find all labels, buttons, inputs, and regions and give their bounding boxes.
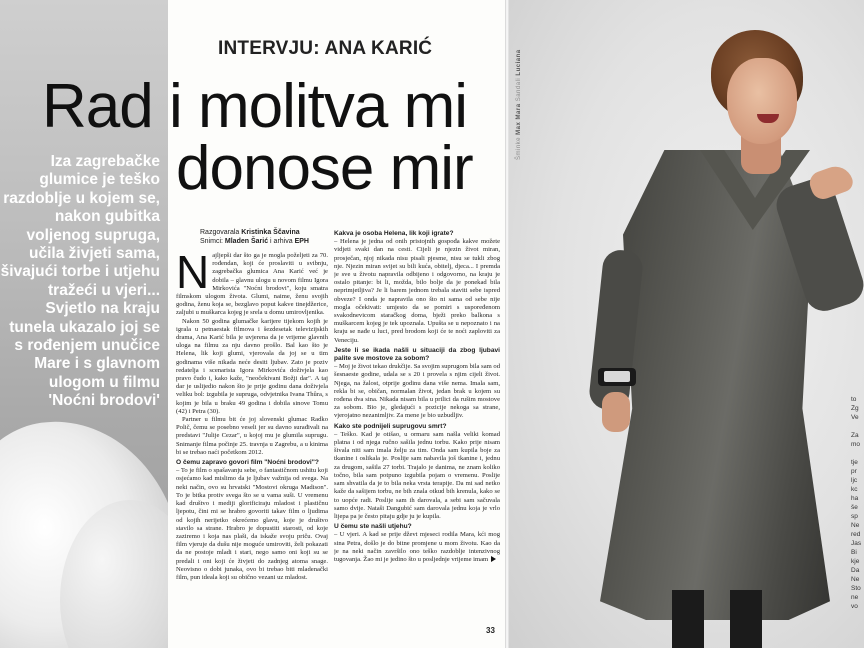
next-page-line: vo	[851, 603, 858, 610]
next-page-line: Jas	[851, 540, 862, 547]
paragraph: – Teško. Kad je otišao, u ormaru sam našla veliki komad platna i od njega ručno sašila jednu torbu. Kako prije nisam šivala niti sam imala želju za tim. Onda sam kupila boje za tkanine i oslikala je. Poslije sam nabavila još tkanine i, jednu za drugom, sašila 27 torbi. Trajalo je danima, ne znam koliko točno, bila sam potpuno izgubila pojam o vremenu. Poslije sam shvatila da je to bila neka vrsta terapije. Da mi sad netko kaže da sašijem torbu, ne bih znala otkud bih krenula, kako se to uopće radi. Poslije sam ih darovala, a sebi sam sačuvala samo dvije. Nataši Dangubić sam darovala jednu koja je vrlo lijepa pa je često pitaju gdje ju je kupila.	[334, 430, 500, 520]
page-number: 33	[486, 626, 495, 635]
standfirst: Iza zagrebačke glumice je teško razdoblje u kojem se, nakon gubitka voljenog supruga, učila živjeti sama, šivajući torbe i utjehu tražeći u vjeri... Svjetlo na kraju tunela ukazalo joj se s rođenjem unučice Mare i s glavnom ulogom u filmu 'Noćni brodovi'	[0, 153, 160, 410]
next-page-line: ne	[851, 594, 859, 601]
rubric: INTERVJU: ANA KARIĆ	[218, 38, 433, 59]
paragraph: ajljepši dar što ga je mogla poželjeti za 70. rođendan, koji će proslaviti u svibnju, zagrebačka glumica Ana Karić već je dobila – glavnu ulogu u novom filmu Igora Mirkovića "Noćni brodovi", koju smatra filmskom ulogom života. Glumi, naime, ženu svojih godina, ženu koja se, bezglavo poput kakve tinejdžerice, zaljubi u muškarca kojeg je srela u domu umirovljenika.	[176, 252, 328, 317]
interview-question: U čemu ste našli utjehu?	[334, 523, 412, 531]
continue-arrow-icon	[491, 556, 496, 562]
wristwatch-face	[604, 371, 630, 382]
headline-word-right: i molitva mi	[168, 72, 468, 141]
paragraph: – U vjeri. A kad se prije dževt mjeseci rodila Mara, kći mog sina Petra, došlo je do bitne promjene u mom životu. Kao da je na neki način završilo ono teško razdoblje intenzivnog tugovanja. Žao mi je jedino što u posljednje vrijeme imam	[334, 531, 500, 563]
next-page-line: Ve	[851, 414, 859, 421]
next-page-line: kje	[851, 558, 860, 565]
paragraph: – Helena je jedna od onih pristojnih gospođa kakve možete vidjeti svaki dan na cesti. Cijeli je njezin život miran, prosječan, njoj nikada nisu pisali pjesme, nisu se tukli zbog nje. Njezin miran svijet su bili kuća, obitelj, djeca... I premda je sve u životu napravila odbijeno i odgovorno, na kraju je ostalo pitanje: bi li, možda, bilo bolje da je ponekad bila neprimjetljiva? Je li barem jednom trebala staviti sebe ispred obveze? I onda je napravila ono što ni sama od sebe nije mogla očekivati: umjesto da se pomiri s uspoređenom svakodnevicom staračkog doma, bježi preko balkona s muškarcem kojeg je tek upoznala. Upušta se u nepoznato i na kraju se nađe u luci, pred brodom koji će te noći zaploviti za Veneciju.	[334, 238, 500, 344]
next-page-line: Ne	[851, 522, 860, 529]
next-page-line: Da	[851, 567, 860, 574]
next-page-line: Žg	[851, 405, 859, 412]
headline-word-left: Rad	[42, 72, 153, 141]
next-page-line: red	[851, 531, 861, 538]
interview-question: Kako ste podnijeli suprugovu smrt?	[334, 422, 447, 430]
next-page-line: Ne	[851, 576, 860, 583]
next-page-line: tje	[851, 459, 858, 466]
byline: Razgovarala Kristinka Ščavina Snimci: Mladen Šarić i arhiva EPH	[200, 229, 309, 245]
leg-right	[730, 590, 762, 648]
paragraph: – Moj je život tekao drukčije. Sa svojim suprugom bila sam od šesnaeste godine, udala se s 20 i provela s njim cijeli život. Njega, na žalost, otprije godinu dana više nema. Imala sam, rekla bi se, običan, normalan život, jedan brak u kojem su rođena dva sina. Nikada nisam bila u prilici da rušim mostove za sobom. Bio je, gledajući s pozicije nekoga sa strane, vjerojatno nezanimljiv. Za mene je bio uzbudljiv.	[334, 363, 500, 420]
next-page-line: mo	[851, 441, 861, 448]
photo-credit: Šminke Max Mara Sandali Luciana	[516, 49, 522, 160]
next-page-line: to	[851, 396, 857, 403]
next-page-line: Bi	[851, 549, 857, 556]
next-page-line: ljc	[851, 477, 858, 484]
next-page-line: Za	[851, 432, 859, 439]
next-page-line: pr	[851, 468, 857, 475]
interview-question: O čemu zapravo govori film "Noćni brodovi"?	[176, 459, 319, 467]
next-page-line: še	[851, 504, 858, 511]
headline-line-1	[42, 72, 468, 141]
left-hand	[602, 392, 630, 432]
drop-cap: N	[176, 252, 210, 298]
leg-left	[672, 590, 704, 648]
paragraph: Partner u filmu bit će joj slovenski glumac Radko Polič, čemu se posebno veseli jer su davno surađivali na predstavi "Julije Cezar", u kojoj mu je glumila suprugu. Snimanje filma počinje 25. travnja u Zagrebu, a u kinima bi se trebao naći početkom 2012.	[176, 416, 328, 456]
interview-question: Kakva je osoba Helena, lik koji igrate?	[334, 230, 454, 237]
article-column-1	[176, 252, 328, 632]
face	[727, 58, 797, 144]
article-column-2	[334, 228, 500, 632]
interview-question: Jeste li se ikada našli u situaciji da zbog ljubavi palite sve mostove za sobom?	[334, 346, 500, 363]
paragraph: – To je film o spašavanju sebe, o fantastičnom ushitu koji osjećamo kad mislimo da je ljubav važnija od svega. Na neki način, ovo su hrvatski "Mostovi okruga Madison". To je bitka protiv svega što se u vama suši. U vremenu kad društvo i mediji glorificiraju mladost i plastičnu ljepotu, čini mi se hrabro govoriti takav film o ljudima od kojih nerijetko okrećemo glavu, koje je društvo stavilo sa strane. Hrabro je dopustiti starosti, od koje zaziremo i koja nas plaši, da iskaže svoju priču. Ovaj film vjeruje da dušu nije moguće umiroviti, želi pokazati da ne postoje mladi i stari, nego samo oni koji su se predali i oni koji će živjeti do zadnjeg atoma snage. Neovisno o dobi junaka, ovo bi trebao biti mladenački film, pun ideala koji su obično vezani uz mladost.	[176, 467, 328, 581]
next-page-line: sp	[851, 513, 858, 520]
paragraph: Nakon 50 godina glumačke karijere tijekom kojih je igrala u petnaestak filmova i šezdesetak televizijskih drama, Ana Karić bila je uvjerena da je vrijeme glavnih uloga na filmu za nju davno prošlo. Bal kao što je Helena, lik koji glumi, vjerovala da joj se u tim godinama više nikada neće desiti ljubav. Zato je poziv redatelja i scenarista Igora Mirkovića doživjela kao pravo čudo i, kako kaže, "neočekivani Božji dar". A taj dar je uslijedio nakon što je prije godinu dana doživjela veliku bol: izgubila je supruga, odvjetnika Ivana Thûra, s kojim je bila u braku 49 godina i dobila sinove Tomu (42) i Petra (30).	[176, 317, 328, 415]
next-page-line: ha	[851, 495, 859, 502]
next-page-line: Sto	[851, 585, 861, 592]
headline-line-2: donose mir	[176, 134, 473, 203]
next-page-line: kc	[851, 486, 858, 493]
